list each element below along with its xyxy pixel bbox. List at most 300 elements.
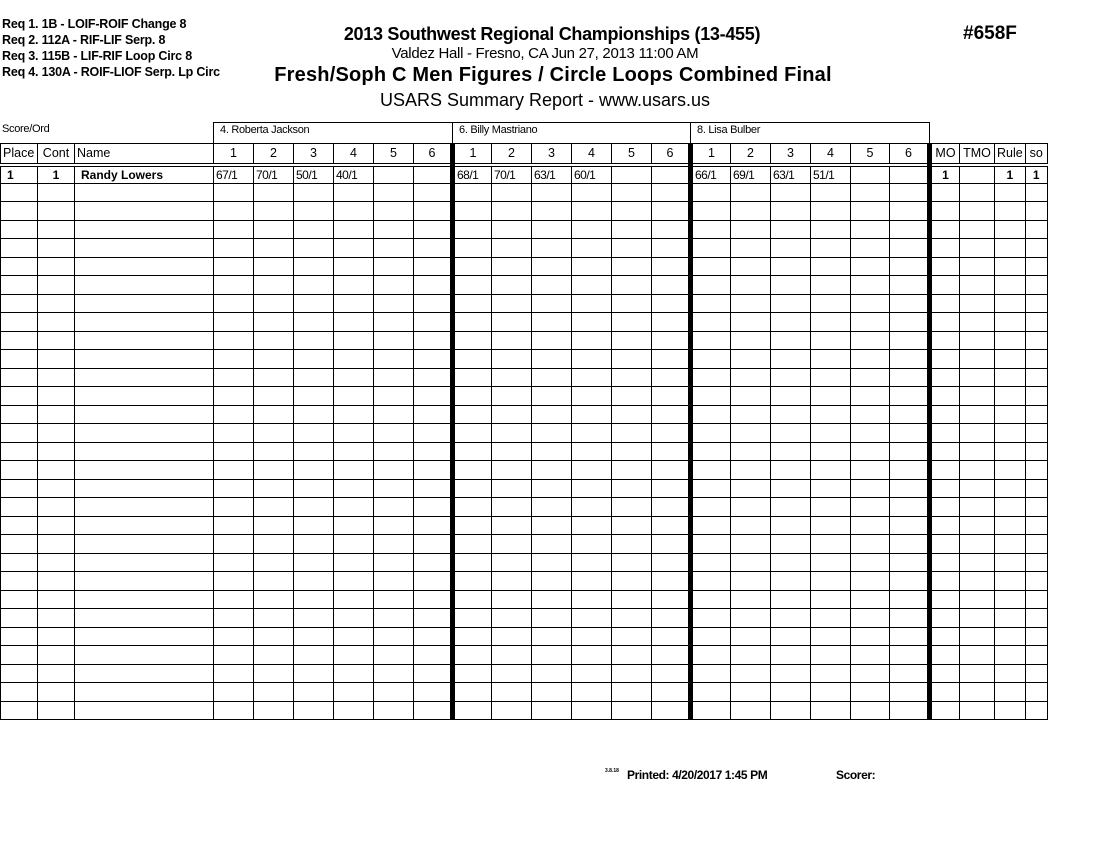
col-j2-fig2: 2 (492, 144, 532, 165)
empty-cell (652, 590, 691, 609)
empty-cell (731, 387, 771, 406)
empty-cell (334, 183, 374, 202)
empty-cell (294, 590, 334, 609)
empty-cell (38, 442, 75, 461)
empty-cell (1025, 683, 1047, 702)
empty-cell (334, 239, 374, 258)
empty-cell (38, 183, 75, 202)
empty-cell (890, 368, 930, 387)
empty-cell (75, 387, 214, 406)
empty-cell (334, 498, 374, 517)
empty-cell (294, 609, 334, 628)
empty-cell (38, 202, 75, 221)
empty-cell (612, 683, 652, 702)
empty-cell (811, 294, 851, 313)
empty-cell (652, 498, 691, 517)
empty-cell (414, 664, 453, 683)
empty-cell (890, 276, 930, 295)
empty-cell (890, 535, 930, 554)
empty-cell (652, 479, 691, 498)
event-name: Fresh/Soph C Men Figures / Circle Loops Combined Final (274, 64, 832, 86)
empty-cell (334, 313, 374, 332)
empty-cell (731, 220, 771, 239)
empty-cell (492, 516, 532, 535)
empty-cell (652, 701, 691, 720)
empty-cell (691, 331, 731, 350)
empty-cell (254, 368, 294, 387)
empty-cell (851, 276, 890, 295)
empty-cell (75, 590, 214, 609)
empty-cell (771, 572, 811, 591)
empty-cell (572, 590, 612, 609)
empty-cell (652, 239, 691, 258)
empty-cell (334, 276, 374, 295)
empty-cell (851, 202, 890, 221)
empty-cell (731, 257, 771, 276)
empty-cell (414, 350, 453, 369)
empty-cell (930, 535, 960, 554)
empty-cell (572, 461, 612, 480)
empty-cell (811, 387, 851, 406)
empty-cell (572, 646, 612, 665)
empty-cell (890, 424, 930, 443)
col-place: Place (1, 144, 38, 165)
empty-cell (414, 701, 453, 720)
empty-cell (453, 405, 492, 424)
empty-cell (532, 442, 572, 461)
empty-cell (492, 368, 532, 387)
empty-cell (453, 535, 492, 554)
empty-cell (995, 590, 1026, 609)
empty-cell (214, 368, 254, 387)
empty-cell (890, 572, 930, 591)
empty-cell (960, 590, 995, 609)
empty-cell (414, 479, 453, 498)
empty-cell (960, 701, 995, 720)
empty-cell (652, 516, 691, 535)
empty-cell (75, 350, 214, 369)
empty-cell (960, 313, 995, 332)
empty-cell (731, 442, 771, 461)
empty-cell (771, 609, 811, 628)
empty-cell (572, 257, 612, 276)
empty-cell (453, 220, 492, 239)
empty-cell (453, 646, 492, 665)
empty-cell (930, 590, 960, 609)
empty-cell (1025, 553, 1047, 572)
empty-cell (414, 387, 453, 406)
empty-cell (995, 220, 1026, 239)
empty-cell (930, 387, 960, 406)
empty-cell (890, 609, 930, 628)
empty-cell (771, 183, 811, 202)
empty-cell (214, 627, 254, 646)
empty-cell (492, 239, 532, 258)
empty-cell (294, 646, 334, 665)
empty-cell (75, 498, 214, 517)
empty-cell (652, 405, 691, 424)
empty-cell (1, 202, 38, 221)
empty-cell (811, 442, 851, 461)
empty-cell (214, 646, 254, 665)
empty-cell (851, 387, 890, 406)
empty-cell (960, 479, 995, 498)
empty-cell (691, 294, 731, 313)
empty-cell (532, 553, 572, 572)
empty-cell (731, 479, 771, 498)
empty-cell (960, 202, 995, 221)
empty-cell (960, 220, 995, 239)
empty-cell (294, 313, 334, 332)
score-cell: 69/1 (731, 165, 771, 184)
empty-cell (811, 572, 851, 591)
empty-cell (960, 683, 995, 702)
empty-cell (75, 239, 214, 258)
empty-cell (652, 220, 691, 239)
empty-cell (652, 294, 691, 313)
empty-cell (75, 220, 214, 239)
empty-cell (254, 461, 294, 480)
empty-cell (930, 553, 960, 572)
empty-cell (75, 609, 214, 628)
empty-cell (811, 239, 851, 258)
empty-cell (960, 498, 995, 517)
judge-2-header: 6. Billy Mastriano (452, 122, 691, 143)
empty-cell (771, 553, 811, 572)
empty-cell (75, 405, 214, 424)
empty-cell (960, 535, 995, 554)
empty-cell (572, 239, 612, 258)
empty-cell (334, 405, 374, 424)
empty-cell (1025, 350, 1047, 369)
empty-cell (1025, 294, 1047, 313)
empty-cell (691, 387, 731, 406)
empty-cell (294, 405, 334, 424)
empty-cell (731, 313, 771, 332)
table-row (1, 294, 1048, 313)
empty-cell (731, 405, 771, 424)
empty-cell (254, 405, 294, 424)
empty-cell (254, 294, 294, 313)
empty-cell (374, 461, 414, 480)
col-tmo: TMO (960, 144, 995, 165)
empty-cell (995, 294, 1026, 313)
empty-cell (652, 368, 691, 387)
empty-cell (374, 220, 414, 239)
empty-cell (1, 646, 38, 665)
empty-cell (572, 313, 612, 332)
empty-cell (612, 701, 652, 720)
empty-cell (890, 294, 930, 313)
empty-cell (811, 257, 851, 276)
empty-cell (492, 276, 532, 295)
empty-cell (532, 276, 572, 295)
empty-cell (995, 516, 1026, 535)
empty-cell (492, 220, 532, 239)
empty-cell (890, 627, 930, 646)
empty-cell (930, 683, 960, 702)
empty-cell (1025, 479, 1047, 498)
empty-cell (214, 609, 254, 628)
empty-cell (960, 609, 995, 628)
empty-cell (1, 424, 38, 443)
empty-cell (453, 461, 492, 480)
empty-cell (572, 535, 612, 554)
empty-cell (492, 331, 532, 350)
empty-cell (38, 590, 75, 609)
empty-cell (960, 183, 995, 202)
empty-cell (572, 627, 612, 646)
empty-cell (294, 461, 334, 480)
empty-cell (294, 442, 334, 461)
col-j3-fig3: 3 (771, 144, 811, 165)
empty-cell (851, 331, 890, 350)
empty-cell (414, 572, 453, 591)
table-row (1, 276, 1048, 295)
empty-cell (1025, 331, 1047, 350)
empty-cell (572, 183, 612, 202)
empty-cell (75, 572, 214, 591)
empty-cell (731, 183, 771, 202)
empty-cell (851, 220, 890, 239)
empty-cell (811, 331, 851, 350)
empty-cell (930, 479, 960, 498)
empty-cell (890, 350, 930, 369)
empty-cell (890, 220, 930, 239)
empty-cell (930, 442, 960, 461)
empty-cell (930, 368, 960, 387)
report-title: USARS Summary Report - www.usars.us (379, 90, 711, 110)
table-row (1, 461, 1048, 480)
empty-cell (414, 183, 453, 202)
empty-cell (652, 202, 691, 221)
empty-cell (414, 257, 453, 276)
printed-timestamp: Printed: 4/20/2017 1:45 PM (627, 768, 768, 782)
empty-cell (334, 479, 374, 498)
empty-cell (731, 553, 771, 572)
col-rule: Rule (995, 144, 1026, 165)
empty-cell (930, 424, 960, 443)
empty-cell (811, 424, 851, 443)
empty-cell (75, 183, 214, 202)
empty-cell (75, 331, 214, 350)
empty-cell (691, 461, 731, 480)
table-row (1, 202, 1048, 221)
empty-cell (851, 405, 890, 424)
empty-cell (572, 664, 612, 683)
empty-cell (691, 202, 731, 221)
empty-cell (1025, 257, 1047, 276)
empty-cell (612, 424, 652, 443)
empty-cell (254, 683, 294, 702)
empty-cell (294, 701, 334, 720)
empty-cell (691, 627, 731, 646)
empty-cell (1025, 442, 1047, 461)
empty-cell (691, 683, 731, 702)
empty-cell (771, 331, 811, 350)
empty-cell (75, 701, 214, 720)
empty-cell (1, 368, 38, 387)
score-cell: 51/1 (811, 165, 851, 184)
empty-cell (1, 405, 38, 424)
empty-cell (851, 479, 890, 498)
empty-cell (995, 257, 1026, 276)
empty-cell (38, 701, 75, 720)
mo-cell: 1 (930, 165, 960, 184)
col-j3-fig2: 2 (731, 144, 771, 165)
table-row (1, 572, 1048, 591)
empty-cell (995, 405, 1026, 424)
col-so: so (1025, 144, 1047, 165)
empty-cell (811, 627, 851, 646)
empty-cell (890, 516, 930, 535)
empty-cell (851, 664, 890, 683)
empty-cell (75, 627, 214, 646)
empty-cell (334, 424, 374, 443)
empty-cell (691, 572, 731, 591)
empty-cell (930, 664, 960, 683)
empty-cell (930, 461, 960, 480)
empty-cell (851, 627, 890, 646)
col-j1-fig4: 4 (334, 144, 374, 165)
empty-cell (691, 257, 731, 276)
empty-cell (532, 424, 572, 443)
empty-cell (1, 313, 38, 332)
empty-cell (960, 368, 995, 387)
empty-cell (75, 257, 214, 276)
table-row (1, 239, 1048, 258)
empty-cell (691, 239, 731, 258)
empty-cell (334, 331, 374, 350)
empty-cell (532, 183, 572, 202)
version-label: 3.8.18 (605, 768, 619, 774)
empty-cell (38, 572, 75, 591)
empty-cell (1, 535, 38, 554)
table-row (1, 368, 1048, 387)
col-j2-fig1: 1 (453, 144, 492, 165)
empty-cell (851, 368, 890, 387)
empty-cell (453, 627, 492, 646)
empty-cell (294, 183, 334, 202)
empty-cell (334, 202, 374, 221)
scorer-label: Scorer: (836, 768, 876, 782)
empty-cell (960, 350, 995, 369)
score-cell: 40/1 (334, 165, 374, 184)
empty-cell (890, 183, 930, 202)
empty-cell (453, 368, 492, 387)
empty-cell (214, 664, 254, 683)
empty-cell (691, 701, 731, 720)
empty-cell (1025, 498, 1047, 517)
empty-cell (453, 387, 492, 406)
score-cell (414, 165, 453, 184)
empty-cell (374, 350, 414, 369)
header-row (1, 144, 1048, 165)
empty-cell (731, 646, 771, 665)
empty-cell (572, 276, 612, 295)
empty-cell (374, 664, 414, 683)
empty-cell (38, 313, 75, 332)
empty-cell (1, 257, 38, 276)
empty-cell (414, 590, 453, 609)
empty-cell (771, 535, 811, 554)
empty-cell (453, 701, 492, 720)
empty-cell (612, 479, 652, 498)
empty-cell (612, 627, 652, 646)
empty-cell (334, 442, 374, 461)
empty-cell (374, 572, 414, 591)
empty-cell (453, 553, 492, 572)
empty-cell (930, 183, 960, 202)
empty-cell (771, 664, 811, 683)
empty-cell (612, 294, 652, 313)
empty-cell (731, 701, 771, 720)
empty-cell (771, 405, 811, 424)
empty-cell (995, 609, 1026, 628)
empty-cell (612, 202, 652, 221)
empty-cell (492, 609, 532, 628)
empty-cell (771, 387, 811, 406)
empty-cell (334, 220, 374, 239)
empty-cell (75, 276, 214, 295)
empty-cell (731, 535, 771, 554)
empty-cell (214, 461, 254, 480)
empty-cell (334, 683, 374, 702)
table-row (1, 590, 1048, 609)
empty-cell (851, 442, 890, 461)
empty-cell (1, 387, 38, 406)
empty-cell (811, 202, 851, 221)
empty-cell (811, 350, 851, 369)
empty-cell (1, 516, 38, 535)
empty-cell (811, 646, 851, 665)
empty-cell (612, 609, 652, 628)
empty-cell (811, 590, 851, 609)
empty-cell (995, 479, 1026, 498)
empty-cell (453, 498, 492, 517)
empty-cell (995, 664, 1026, 683)
empty-cell (995, 683, 1026, 702)
empty-cell (254, 535, 294, 554)
empty-cell (214, 239, 254, 258)
empty-cell (334, 516, 374, 535)
empty-cell (930, 257, 960, 276)
empty-cell (374, 239, 414, 258)
table-row (1, 609, 1048, 628)
empty-cell (890, 498, 930, 517)
empty-cell (995, 202, 1026, 221)
empty-cell (691, 590, 731, 609)
empty-cell (75, 368, 214, 387)
empty-cell (811, 368, 851, 387)
empty-cell (414, 220, 453, 239)
rule-cell: 1 (995, 165, 1026, 184)
empty-cell (572, 220, 612, 239)
empty-cell (374, 479, 414, 498)
empty-cell (1, 609, 38, 628)
requirement-3: Req 3. 115B - LIF-RIF Loop Circ 8 (2, 49, 192, 63)
empty-cell (254, 331, 294, 350)
empty-cell (492, 350, 532, 369)
empty-cell (1025, 239, 1047, 258)
empty-cell (851, 183, 890, 202)
empty-cell (294, 368, 334, 387)
empty-cell (294, 516, 334, 535)
empty-cell (1025, 313, 1047, 332)
empty-cell (960, 572, 995, 591)
table-row (1, 479, 1048, 498)
empty-cell (214, 701, 254, 720)
